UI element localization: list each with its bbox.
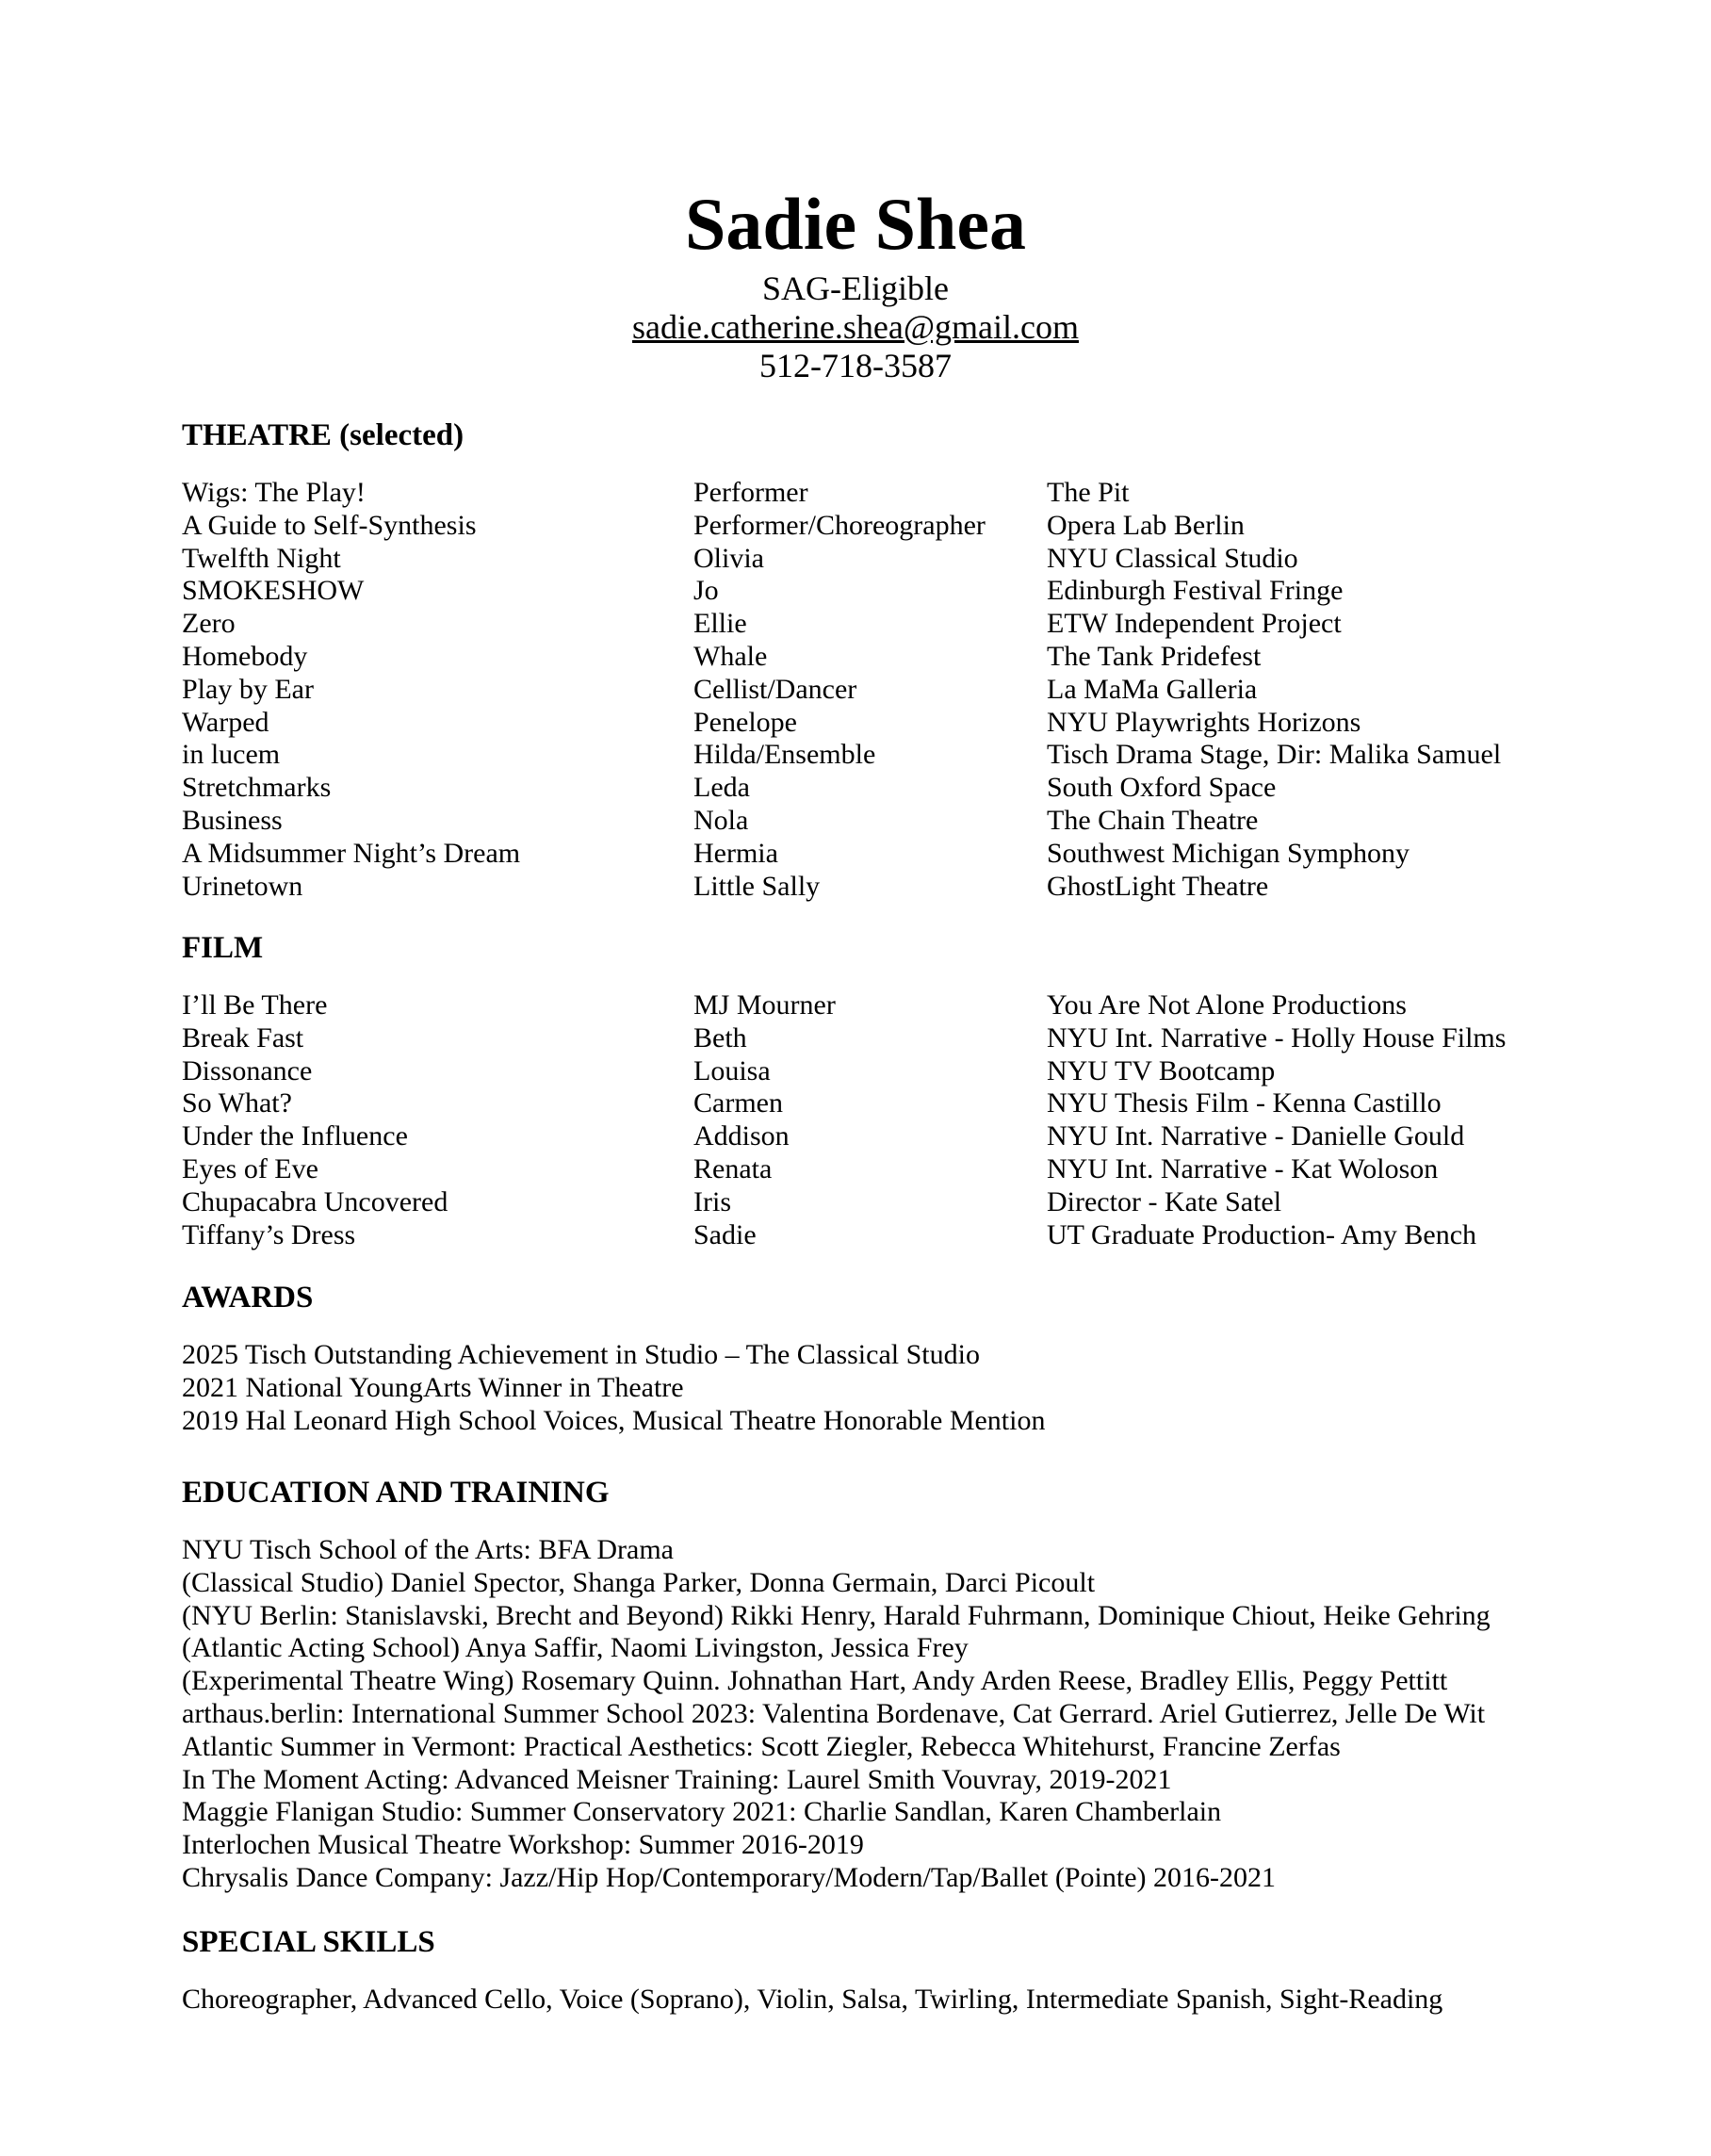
venue: The Chain Theatre bbox=[1047, 804, 1259, 836]
venue: NYU Playwrights Horizons bbox=[1047, 706, 1361, 738]
resume-header bbox=[0, 179, 1711, 385]
film-section bbox=[182, 929, 1576, 1251]
show-title: Twelfth Night bbox=[182, 542, 341, 574]
venue: The Pit bbox=[1047, 477, 1130, 508]
credit-row bbox=[182, 477, 1576, 510]
role: Jo bbox=[693, 575, 719, 607]
role: Sadie bbox=[693, 1218, 757, 1250]
film-title: So What? bbox=[182, 1087, 292, 1119]
education-item: Interlochen Musical Theatre Workshop: Summer 2016-2019 bbox=[182, 1829, 864, 1861]
role: Penelope bbox=[693, 706, 797, 738]
film-title: Dissonance bbox=[182, 1054, 313, 1086]
film-title: Chupacabra Uncovered bbox=[182, 1185, 448, 1217]
show-title: Warped bbox=[182, 706, 269, 738]
credit-row bbox=[182, 1087, 1576, 1120]
production: NYU TV Bootcamp bbox=[1047, 1054, 1276, 1086]
credit-row bbox=[182, 871, 1576, 904]
role: Louisa bbox=[693, 1054, 771, 1086]
film-title: Tiffany’s Dress bbox=[182, 1218, 356, 1250]
show-title: A Midsummer Night’s Dream bbox=[182, 837, 521, 869]
production: NYU Int. Narrative - Kat Woloson bbox=[1047, 1152, 1439, 1184]
union-status: SAG-Eligible bbox=[762, 270, 949, 307]
show-title: in lucem bbox=[182, 739, 281, 771]
film-title: Under the Influence bbox=[182, 1120, 408, 1152]
film-heading: FILM bbox=[182, 931, 264, 965]
role: Little Sally bbox=[693, 870, 821, 902]
role: Beth bbox=[693, 1021, 747, 1054]
award-item: 2019 Hal Leonard High School Voices, Musical Theatre Honorable Mention bbox=[182, 1404, 1046, 1436]
credit-row bbox=[182, 1186, 1576, 1219]
show-title: Wigs: The Play! bbox=[182, 477, 366, 508]
credit-row bbox=[182, 1055, 1576, 1088]
awards-section bbox=[182, 1279, 1576, 1437]
award-item: 2021 National YoungArts Winner in Theatre bbox=[182, 1371, 684, 1403]
production: NYU Int. Narrative - Danielle Gould bbox=[1047, 1120, 1465, 1152]
show-title: Zero bbox=[182, 608, 236, 640]
show-title: Homebody bbox=[182, 640, 308, 672]
role: Ellie bbox=[693, 608, 747, 640]
education-item: (Experimental Theatre Wing) Rosemary Quinn. Johnathan Hart, Andy Arden Reese, Bradley Ellis, Peggy Pettitt bbox=[182, 1665, 1448, 1697]
role: Leda bbox=[693, 772, 750, 804]
role: Nola bbox=[693, 804, 749, 836]
role: Iris bbox=[693, 1185, 731, 1217]
credit-row bbox=[182, 1120, 1576, 1153]
production: NYU Int. Narrative - Holly House Films bbox=[1047, 1021, 1507, 1054]
education-item: Atlantic Summer in Vermont: Practical Aesthetics: Scott Ziegler, Rebecca Whitehurst, Francine Zerfas bbox=[182, 1730, 1341, 1762]
credit-row bbox=[182, 707, 1576, 740]
role: Renata bbox=[693, 1152, 773, 1184]
role: Hermia bbox=[693, 837, 778, 869]
credit-row bbox=[182, 674, 1576, 707]
education-item: (Atlantic Acting School) Anya Saffir, Naomi Livingston, Jessica Frey bbox=[182, 1632, 969, 1664]
education-item: Chrysalis Dance Company: Jazz/Hip Hop/Contemporary/Modern/Tap/Ballet (Pointe) 2016-2021 bbox=[182, 1861, 1277, 1893]
theatre-heading: THEATRE (selected) bbox=[182, 418, 464, 452]
film-title: I’ll Be There bbox=[182, 989, 328, 1021]
venue: Opera Lab Berlin bbox=[1047, 509, 1245, 541]
venue: ETW Independent Project bbox=[1047, 608, 1342, 640]
email-link[interactable]: sadie.catherine.shea@gmail.com bbox=[632, 308, 1079, 346]
venue: GhostLight Theatre bbox=[1047, 870, 1269, 902]
venue: The Tank Pridefest bbox=[1047, 640, 1262, 672]
skills-list: Choreographer, Advanced Cello, Voice (Soprano), Violin, Salsa, Twirling, Intermediate Spanish, Sight-Reading bbox=[182, 1984, 1443, 2015]
show-title: A Guide to Self-Synthesis bbox=[182, 509, 477, 541]
credit-row bbox=[182, 772, 1576, 805]
phone-number: 512-718-3587 bbox=[759, 347, 952, 384]
venue: La MaMa Galleria bbox=[1047, 673, 1258, 705]
film-title: Eyes of Eve bbox=[182, 1152, 318, 1184]
education-item: (NYU Berlin: Stanislavski, Brecht and Beyond) Rikki Henry, Harald Fuhrmann, Dominique Chiout, Heike Gehring bbox=[182, 1599, 1491, 1631]
role: Olivia bbox=[693, 542, 764, 574]
venue: Edinburgh Festival Fringe bbox=[1047, 575, 1344, 607]
credit-row bbox=[182, 1022, 1576, 1055]
awards-heading: AWARDS bbox=[182, 1281, 314, 1315]
education-item: arthaus.berlin: International Summer School 2023: Valentina Bordenave, Cat Gerrard. Ariel Gutierrez, Jelle De Wit bbox=[182, 1697, 1486, 1729]
production: NYU Thesis Film - Kenna Castillo bbox=[1047, 1087, 1442, 1119]
show-title: Business bbox=[182, 804, 283, 836]
show-title: Urinetown bbox=[182, 870, 303, 902]
credit-row bbox=[182, 608, 1576, 641]
credit-row bbox=[182, 838, 1576, 871]
role: MJ Mourner bbox=[693, 989, 836, 1021]
credit-row bbox=[182, 1219, 1576, 1252]
education-item: Maggie Flanigan Studio: Summer Conservatory 2021: Charlie Sandlan, Karen Chamberlain bbox=[182, 1796, 1222, 1828]
credit-row bbox=[182, 1153, 1576, 1186]
show-title: Stretchmarks bbox=[182, 772, 332, 804]
show-title: SMOKESHOW bbox=[182, 575, 365, 607]
venue: South Oxford Space bbox=[1047, 772, 1277, 804]
production: Director - Kate Satel bbox=[1047, 1185, 1282, 1217]
production: UT Graduate Production- Amy Bench bbox=[1047, 1218, 1477, 1250]
role: Addison bbox=[693, 1120, 790, 1152]
credit-row bbox=[182, 510, 1576, 543]
education-item: In The Moment Acting: Advanced Meisner Training: Laurel Smith Vouvray, 2019-2021 bbox=[182, 1763, 1172, 1795]
film-title: Break Fast bbox=[182, 1021, 304, 1054]
credit-row bbox=[182, 739, 1576, 772]
skills-heading: SPECIAL SKILLS bbox=[182, 1925, 435, 1959]
education-item: (Classical Studio) Daniel Spector, Shanga Parker, Donna Germain, Darci Picoult bbox=[182, 1566, 1096, 1598]
credit-row bbox=[182, 805, 1576, 838]
award-item: 2025 Tisch Outstanding Achievement in Studio – The Classical Studio bbox=[182, 1339, 980, 1370]
education-heading: EDUCATION AND TRAINING bbox=[182, 1476, 610, 1510]
skills-section bbox=[182, 1923, 1576, 2017]
production: You Are Not Alone Productions bbox=[1047, 989, 1407, 1021]
role: Carmen bbox=[693, 1087, 783, 1119]
venue: NYU Classical Studio bbox=[1047, 542, 1298, 574]
performer-name: Sadie Shea bbox=[685, 183, 1026, 265]
role: Cellist/Dancer bbox=[693, 673, 857, 705]
theatre-section bbox=[182, 416, 1576, 903]
education-section bbox=[182, 1474, 1576, 1895]
role: Hilda/Ensemble bbox=[693, 739, 876, 771]
credit-row bbox=[182, 543, 1576, 576]
role: Whale bbox=[693, 640, 768, 672]
role: Performer bbox=[693, 477, 808, 508]
education-item: NYU Tisch School of the Arts: BFA Drama bbox=[182, 1534, 674, 1565]
role: Performer/Choreographer bbox=[693, 509, 986, 541]
credit-row bbox=[182, 641, 1576, 674]
venue: Tisch Drama Stage, Dir: Malika Samuel bbox=[1047, 739, 1502, 771]
credit-row bbox=[182, 989, 1576, 1022]
venue: Southwest Michigan Symphony bbox=[1047, 837, 1410, 869]
credit-row bbox=[182, 575, 1576, 608]
show-title: Play by Ear bbox=[182, 673, 314, 705]
